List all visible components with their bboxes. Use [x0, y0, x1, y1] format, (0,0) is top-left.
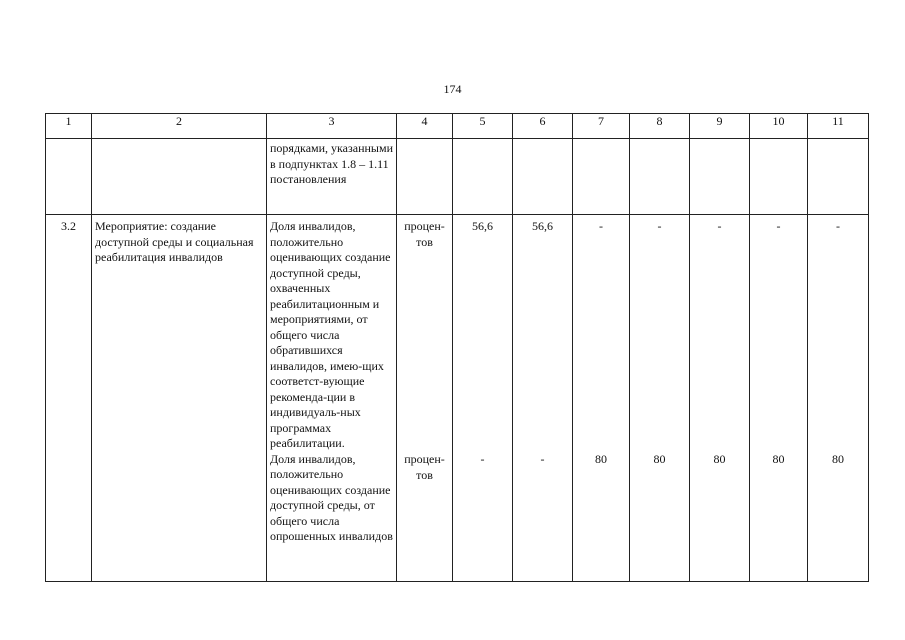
value-cell — [573, 215, 630, 582]
unit-cell — [397, 139, 453, 215]
value-2: 80 — [653, 452, 666, 466]
value-1: 56,6 — [472, 219, 493, 233]
indicator-text-2: Доля инвалидов, положительно оценивающих создание доступной среды, от общего числа опрошенных инвалидов — [270, 451, 393, 543]
value-1: 56,6 — [532, 219, 553, 233]
header-cell: 7 — [573, 114, 630, 139]
indicator-text-1: Доля инвалидов, положительно оценивающих создание доступной среды, охваченных реабилитационным и мероприятиями, от общего числа обратившихся инвалидов, имею-щих соответст-вующие рекоменда-ции в индивидуаль-ных программах реабилитации. — [270, 219, 391, 450]
header-cell: 10 — [750, 114, 808, 139]
event-cell: Мероприятие: создание доступной среды и социальная реабилитация инвалидов — [92, 215, 267, 582]
header-cell: 6 — [513, 114, 573, 139]
event-cell — [92, 139, 267, 215]
value-cell — [750, 215, 808, 582]
value-cell — [630, 139, 690, 215]
header-cell: 2 — [92, 114, 267, 139]
unit-text-1: процен-тов — [404, 219, 445, 249]
header-cell: 3 — [267, 114, 397, 139]
value-2: 80 — [832, 452, 844, 466]
value-2: 80 — [713, 452, 726, 466]
header-cell: 4 — [397, 114, 453, 139]
header-cell: 8 — [630, 114, 690, 139]
value-1: - — [657, 219, 662, 233]
value-2: 80 — [772, 452, 785, 466]
header-cell: 9 — [690, 114, 750, 139]
header-cell: 5 — [453, 114, 513, 139]
value-cell — [808, 215, 869, 582]
value-1: - — [836, 219, 840, 233]
value-cell — [453, 215, 513, 582]
value-1: - — [599, 219, 603, 233]
value-cell — [513, 215, 573, 582]
number-cell: 3.2 — [46, 215, 92, 582]
value-cell — [453, 139, 513, 215]
value-cell — [750, 139, 808, 215]
value-cell — [690, 139, 750, 215]
unit-cell — [397, 215, 453, 582]
indicator-text: порядками, указанными в подпунктах 1.8 – 1.11 постановления — [270, 141, 393, 186]
indicators-table — [45, 113, 869, 582]
indicator-cell — [267, 139, 397, 215]
table-row — [46, 215, 869, 582]
header-cell: 1 — [46, 114, 92, 139]
value-2: - — [480, 452, 485, 466]
table-row — [46, 139, 869, 215]
value-1: - — [717, 219, 722, 233]
number-cell — [46, 139, 92, 215]
page-number: 174 — [443, 82, 462, 96]
value-cell — [690, 215, 750, 582]
value-cell — [808, 139, 869, 215]
header-cell: 11 — [808, 114, 869, 139]
value-2: - — [540, 452, 545, 466]
value-2: 80 — [595, 452, 607, 466]
value-cell — [630, 215, 690, 582]
value-cell — [513, 139, 573, 215]
header-row — [46, 114, 869, 139]
indicator-cell — [267, 215, 397, 582]
value-cell — [573, 139, 630, 215]
unit-text-2: процен-тов — [404, 452, 445, 482]
value-1: - — [776, 219, 781, 233]
